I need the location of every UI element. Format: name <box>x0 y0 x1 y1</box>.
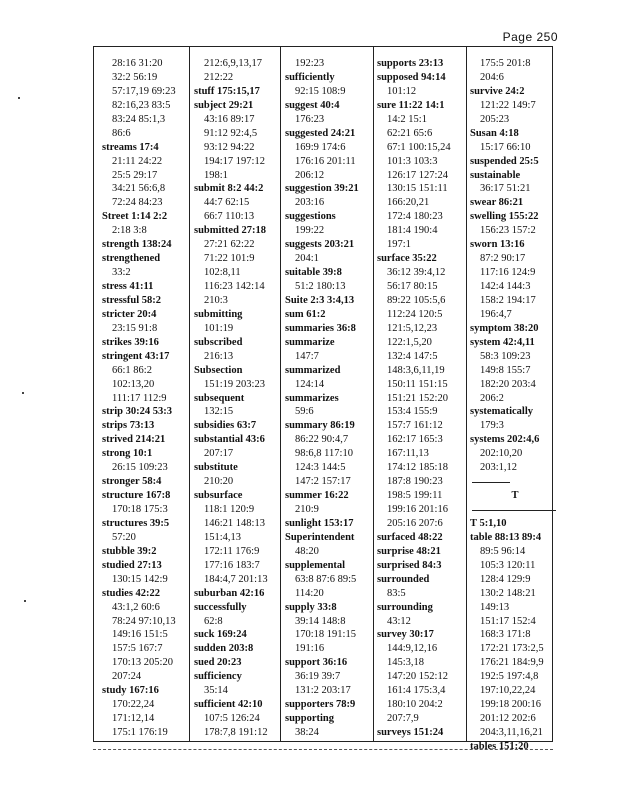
index-reference: 128:4 129:9 <box>480 573 531 585</box>
index-reference: 210:9 <box>295 504 319 515</box>
index-term: subject 29:21 <box>194 99 254 111</box>
index-term: table 88:13 89:4 <box>470 531 542 543</box>
index-reference: 67:1 100:15,24 <box>387 141 451 153</box>
index-reference: 105:3 120:11 <box>480 559 536 571</box>
index-reference: 36:12 39:4,12 <box>387 267 446 279</box>
index-term: swear 86:21 <box>470 197 524 209</box>
index-reference: 121:5,12,23 <box>387 322 438 334</box>
index-column-3 <box>285 57 375 740</box>
index-reference: 33:2 <box>112 267 131 279</box>
index-term: surfaced 48:22 <box>377 531 443 543</box>
index-reference: 43:1,2 60:6 <box>112 601 160 613</box>
index-term: suggestion 39:21 <box>285 183 359 195</box>
index-reference: 62:8 <box>204 615 223 627</box>
index-term: study 167:16 <box>102 685 159 697</box>
index-reference: 86:22 90:4,7 <box>295 434 349 446</box>
index-reference: 132:4 147:5 <box>387 350 438 362</box>
index-reference: 210:3 <box>204 294 228 306</box>
index-reference: 202:10,20 <box>480 448 523 460</box>
index-reference: 170:18 175:3 <box>112 504 168 515</box>
index-reference: 170:22,24 <box>112 699 155 711</box>
index-reference: 51:2 180:13 <box>295 281 346 292</box>
index-term: system 42:4,11 <box>470 336 535 348</box>
index-reference: 118:1 120:9 <box>204 504 255 515</box>
index-reference: 181:4 190:4 <box>387 225 438 237</box>
index-term: supply 33:8 <box>285 601 337 613</box>
index-reference: 25:5 29:17 <box>112 169 158 181</box>
index-reference: 196:4,7 <box>480 308 512 320</box>
index-reference: 82:16,23 83:5 <box>112 99 171 111</box>
index-reference: 192:23 <box>295 58 325 69</box>
index-reference: 162:17 165:3 <box>387 434 443 446</box>
index-term: stronger 58:4 <box>102 476 162 488</box>
index-term: stubble 39:2 <box>102 545 157 557</box>
margin-mark <box>22 392 24 394</box>
index-reference: 102:13,20 <box>112 378 155 390</box>
index-term: summaries 36:8 <box>285 322 356 334</box>
index-reference: 197:1 <box>387 239 411 251</box>
index-reference: 126:17 127:24 <box>387 169 448 181</box>
index-term: strip 30:24 53:3 <box>102 406 172 418</box>
index-reference: 212:6,9,13,17 <box>204 58 263 69</box>
index-reference: 198:5 199:11 <box>387 490 443 502</box>
index-term: supplemental <box>285 559 346 571</box>
index-reference: 32:2 56:19 <box>112 71 158 83</box>
index-reference: 197:10,22,24 <box>480 685 536 697</box>
index-reference: 177:16 183:7 <box>204 559 260 571</box>
index-term: subsidies 63:7 <box>194 420 257 432</box>
index-reference: 178:7,8 191:12 <box>204 727 268 738</box>
index-reference: 199:22 <box>295 225 325 237</box>
index-reference: 151:19 203:23 <box>204 378 265 390</box>
index-reference: 14:2 15:1 <box>387 113 427 125</box>
index-reference: 203:16 <box>295 197 325 209</box>
index-term: stressful 58:2 <box>102 294 162 306</box>
index-reference: 35:14 <box>204 685 228 697</box>
index-reference: 150:11 151:15 <box>387 378 448 390</box>
index-reference: 207:24 <box>112 671 142 683</box>
index-term: supports 23:13 <box>377 58 444 69</box>
index-reference: 203:1,12 <box>480 462 518 474</box>
index-term: T 5:1,10 <box>470 517 507 529</box>
index-reference: 149:8 155:7 <box>480 364 531 376</box>
index-reference: 43:16 89:17 <box>204 113 255 125</box>
index-reference: 161:4 175:3,4 <box>387 685 446 697</box>
index-reference: 93:12 94:22 <box>204 141 255 153</box>
index-reference: 157:7 161:12 <box>387 420 443 432</box>
index-column-5 <box>470 57 560 754</box>
index-reference: 172:21 173:2,5 <box>480 643 544 655</box>
index-reference: 102:8,11 <box>204 267 241 279</box>
index-term: submitted 27:18 <box>194 225 267 237</box>
index-term: sure 11:22 14:1 <box>377 99 445 111</box>
index-reference: 176:21 184:9,9 <box>480 657 544 669</box>
index-reference: 132:15 <box>204 406 234 418</box>
index-reference: 148:3,6,11,19 <box>387 364 445 376</box>
index-term: tables 151:20 <box>470 740 529 752</box>
index-reference: 156:23 157:2 <box>480 225 536 237</box>
index-reference: 205:16 207:6 <box>387 517 443 529</box>
index-reference: 191:16 <box>295 643 325 655</box>
index-term: summarizes <box>285 392 339 404</box>
section-letter: T <box>511 490 519 502</box>
index-term: subscribed <box>194 336 243 348</box>
index-reference: 71:22 101:9 <box>204 253 255 265</box>
index-reference: 92:15 108:9 <box>295 85 346 97</box>
index-reference: 151:4,13 <box>204 531 242 543</box>
index-reference: 171:12,14 <box>112 713 155 725</box>
index-reference: 66:7 110:13 <box>204 211 255 223</box>
index-term: surface 35:22 <box>377 253 437 265</box>
column-divider <box>373 47 374 741</box>
index-term: sum 61:2 <box>285 308 326 320</box>
index-reference: 184:4,7 201:13 <box>204 573 268 585</box>
index-term: sworn 13:16 <box>470 239 525 251</box>
index-reference: 130:2 148:21 <box>480 587 536 599</box>
index-reference: 179:3 <box>480 420 504 432</box>
index-term: studied 27:13 <box>102 559 162 571</box>
index-reference: 147:7 <box>295 350 319 362</box>
index-term: stricter 20:4 <box>102 308 157 320</box>
index-term: subsurface <box>194 490 243 502</box>
index-reference: 114:20 <box>295 587 324 599</box>
index-term: survey 30:17 <box>377 629 434 641</box>
index-reference: 62:21 65:6 <box>387 127 433 139</box>
index-reference: 59:6 <box>295 406 314 418</box>
index-reference: 176:16 201:11 <box>295 155 356 167</box>
index-reference: 151:21 152:20 <box>387 392 448 404</box>
index-term: suggestions <box>285 211 336 223</box>
index-reference: 72:24 84:23 <box>112 197 163 209</box>
index-reference: 107:5 126:24 <box>204 713 260 725</box>
index-reference: 194:17 197:12 <box>204 155 265 167</box>
index-reference: 204:1 <box>295 253 319 265</box>
index-reference: 63:8 87:6 89:5 <box>295 573 357 585</box>
margin-mark <box>18 97 20 99</box>
index-reference: 44:7 62:15 <box>204 197 250 209</box>
index-reference: 175:5 201:8 <box>480 58 531 69</box>
index-reference: 130:15 151:11 <box>387 183 448 195</box>
index-reference: 147:2 157:17 <box>295 476 351 488</box>
bottom-rule <box>93 749 553 750</box>
index-reference: 78:24 97:10,13 <box>112 615 176 627</box>
index-column-1 <box>102 57 192 740</box>
index-reference: 169:9 174:6 <box>295 141 346 153</box>
index-reference: 199:16 201:16 <box>387 504 448 515</box>
index-term: strong 10:1 <box>102 448 153 460</box>
index-reference: 28:16 31:20 <box>112 58 163 69</box>
index-term: substitute <box>194 462 238 474</box>
index-reference: 212:22 <box>204 71 234 83</box>
index-reference: 151:17 152:4 <box>480 615 536 627</box>
index-reference: 36:19 39:7 <box>295 671 341 683</box>
index-term: sued 20:23 <box>194 657 242 669</box>
index-reference: 83:5 <box>387 587 406 599</box>
index-reference: 170:13 205:20 <box>112 657 173 669</box>
index-term: structure 167:8 <box>102 490 171 502</box>
index-term: Superintendent <box>285 531 355 543</box>
index-term: suggests 203:21 <box>285 239 355 251</box>
index-reference: 182:20 203:4 <box>480 378 536 390</box>
index-term: strength 138:24 <box>102 239 172 251</box>
index-reference: 57:17,19 69:23 <box>112 85 176 97</box>
index-term: sunlight 153:17 <box>285 517 354 529</box>
index-reference: 27:21 62:22 <box>204 239 255 251</box>
index-term: surprised 84:3 <box>377 559 442 571</box>
index-reference: 130:15 142:9 <box>112 573 168 585</box>
index-reference: 207:7,9 <box>387 713 419 725</box>
index-reference: 122:1,5,20 <box>387 336 432 348</box>
index-term: swelling 155:22 <box>470 211 539 223</box>
index-reference: 206:12 <box>295 169 325 181</box>
index-reference: 170:18 191:15 <box>295 629 356 641</box>
index-reference: 87:2 90:17 <box>480 253 526 265</box>
index-reference: 38:24 <box>295 727 319 738</box>
index-reference: 176:23 <box>295 113 325 125</box>
index-reference: 39:14 148:8 <box>295 615 346 627</box>
index-term: summarized <box>285 364 341 376</box>
index-term: stuff 175:15,17 <box>194 85 260 97</box>
index-reference: 187:8 190:23 <box>387 476 443 488</box>
index-reference: 43:12 <box>387 615 411 627</box>
index-term: supporters 78:9 <box>285 699 356 711</box>
index-reference: 89:22 105:5,6 <box>387 294 446 306</box>
index-term: strived 214:21 <box>102 434 166 446</box>
index-term: symptom 38:20 <box>470 322 539 334</box>
index-term: surrounding <box>377 601 433 613</box>
index-reference: 210:20 <box>204 476 234 488</box>
index-reference: 149:16 151:5 <box>112 629 168 641</box>
index-reference: 66:1 86:2 <box>112 364 152 376</box>
column-divider <box>189 47 190 741</box>
index-reference: 58:3 109:23 <box>480 350 531 362</box>
index-term: Suite 2:3 3:4,13 <box>285 294 355 306</box>
index-term: structures 39:5 <box>102 517 170 529</box>
index-term: suburban 42:16 <box>194 587 265 599</box>
index-reference: 36:17 51:21 <box>480 183 531 195</box>
index-term: summary 86:19 <box>285 420 355 432</box>
index-term: strengthened <box>102 253 161 265</box>
index-reference: 101:19 <box>204 322 234 334</box>
index-reference: 91:12 92:4,5 <box>204 127 258 139</box>
index-reference: 124:3 144:5 <box>295 462 346 474</box>
index-reference: 2:18 3:8 <box>112 225 147 237</box>
column-divider <box>466 47 467 741</box>
index-reference: 23:15 91:8 <box>112 322 158 334</box>
index-reference: 83:24 85:1,3 <box>112 113 166 125</box>
index-term: Street 1:14 2:2 <box>102 211 168 223</box>
index-reference: 21:11 24:22 <box>112 155 163 167</box>
index-reference: 207:17 <box>204 448 234 460</box>
index-term: strikes 39:16 <box>102 336 159 348</box>
margin-mark <box>24 600 26 602</box>
index-term: surrounded <box>377 573 430 585</box>
index-term: sufficiency <box>194 671 242 683</box>
index-reference: 153:4 155:9 <box>387 406 438 418</box>
index-reference: 167:11,13 <box>387 448 429 460</box>
index-reference: 101:12 <box>387 85 417 97</box>
index-reference: 158:2 194:17 <box>480 294 536 306</box>
index-reference: 205:23 <box>480 113 510 125</box>
index-term: sufficiently <box>285 71 335 83</box>
index-term: summer 16:22 <box>285 490 349 502</box>
index-term: Susan 4:18 <box>470 127 519 139</box>
index-term: successfully <box>194 601 247 613</box>
index-reference: 145:3,18 <box>387 657 425 669</box>
index-reference: 142:4 144:3 <box>480 281 531 292</box>
index-term: supposed 94:14 <box>377 71 446 83</box>
index-frame <box>93 46 553 752</box>
index-reference: 198:1 <box>204 169 228 181</box>
index-term: supporting <box>285 713 335 725</box>
index-term: sustainable <box>470 169 521 181</box>
index-reference: 101:3 103:3 <box>387 155 438 167</box>
index-term: substantial 43:6 <box>194 434 265 446</box>
index-reference: 112:24 120:5 <box>387 308 443 320</box>
index-reference: 117:16 124:9 <box>480 267 536 279</box>
index-term: suggest 40:4 <box>285 99 340 111</box>
index-reference: 192:5 197:4,8 <box>480 671 539 683</box>
index-reference: 206:2 <box>480 392 504 404</box>
index-reference: 204:6 <box>480 71 504 83</box>
index-term: systems 202:4,6 <box>470 434 540 446</box>
index-reference: 144:9,12,16 <box>387 643 438 655</box>
section-rule <box>470 503 560 517</box>
index-term: submitting <box>194 308 243 320</box>
index-term: sufficient 42:10 <box>194 699 263 711</box>
index-term: suitable 39:8 <box>285 267 342 279</box>
index-reference: 57:20 <box>112 531 136 543</box>
index-term: sudden 203:8 <box>194 643 254 655</box>
index-term: summarize <box>285 336 335 348</box>
index-column-2 <box>194 57 284 740</box>
index-term: subsequent <box>194 392 245 404</box>
index-reference: 157:5 167:7 <box>112 643 163 655</box>
index-reference: 199:18 200:16 <box>480 699 541 711</box>
index-reference: 111:17 112:9 <box>112 392 167 404</box>
index-reference: 56:17 80:15 <box>387 281 438 292</box>
index-term: suck 169:24 <box>194 629 247 641</box>
index-term: systematically <box>470 406 533 418</box>
index-reference: 48:20 <box>295 545 319 557</box>
index-reference: 86:6 <box>112 127 131 139</box>
index-reference: 168:3 171:8 <box>480 629 531 641</box>
index-reference: 174:12 185:18 <box>387 462 448 474</box>
index-term: stress 41:11 <box>102 281 154 292</box>
index-reference: 175:1 176:19 <box>112 727 168 738</box>
index-term: strips 73:13 <box>102 420 155 432</box>
index-term: suggested 24:21 <box>285 127 356 139</box>
index-term: support 36:16 <box>285 657 348 669</box>
index-term: survive 24:2 <box>470 85 525 97</box>
index-reference: 216:13 <box>204 350 234 362</box>
index-reference: 34:21 56:6,8 <box>112 183 166 195</box>
index-term: Subsection <box>194 364 243 376</box>
index-term: stringent 43:17 <box>102 350 170 362</box>
index-term: surveys 151:24 <box>377 727 444 738</box>
index-reference: 116:23 142:14 <box>204 281 265 292</box>
section-rule <box>470 475 560 489</box>
index-term: surprise 48:21 <box>377 545 441 557</box>
index-term: streams 17:4 <box>102 141 159 153</box>
page-number: Page 250 <box>502 30 558 44</box>
index-reference: 180:10 204:2 <box>387 699 443 711</box>
index-reference: 26:15 109:23 <box>112 462 168 474</box>
index-reference: 15:17 66:10 <box>480 141 531 153</box>
index-reference: 172:11 176:9 <box>204 545 260 557</box>
index-reference: 166:20,21 <box>387 197 430 209</box>
index-term: suspended 25:5 <box>470 155 539 167</box>
index-reference: 131:2 203:17 <box>295 685 351 697</box>
index-term: submit 8:2 44:2 <box>194 183 264 195</box>
index-reference: 172:4 180:23 <box>387 211 443 223</box>
index-reference: 147:20 152:12 <box>387 671 448 683</box>
index-reference: 146:21 148:13 <box>204 517 265 529</box>
column-divider <box>280 47 281 741</box>
index-reference: 121:22 149:7 <box>480 99 536 111</box>
index-column-4 <box>377 57 467 740</box>
index-reference: 89:5 96:14 <box>480 545 526 557</box>
index-reference: 98:6,8 117:10 <box>295 448 353 460</box>
index-reference: 204:3,11,16,21 <box>480 727 543 738</box>
index-term: studies 42:22 <box>102 587 161 599</box>
index-reference: 124:14 <box>295 378 325 390</box>
index-reference: 201:12 202:6 <box>480 713 536 725</box>
index-reference: 149:13 <box>480 601 510 613</box>
